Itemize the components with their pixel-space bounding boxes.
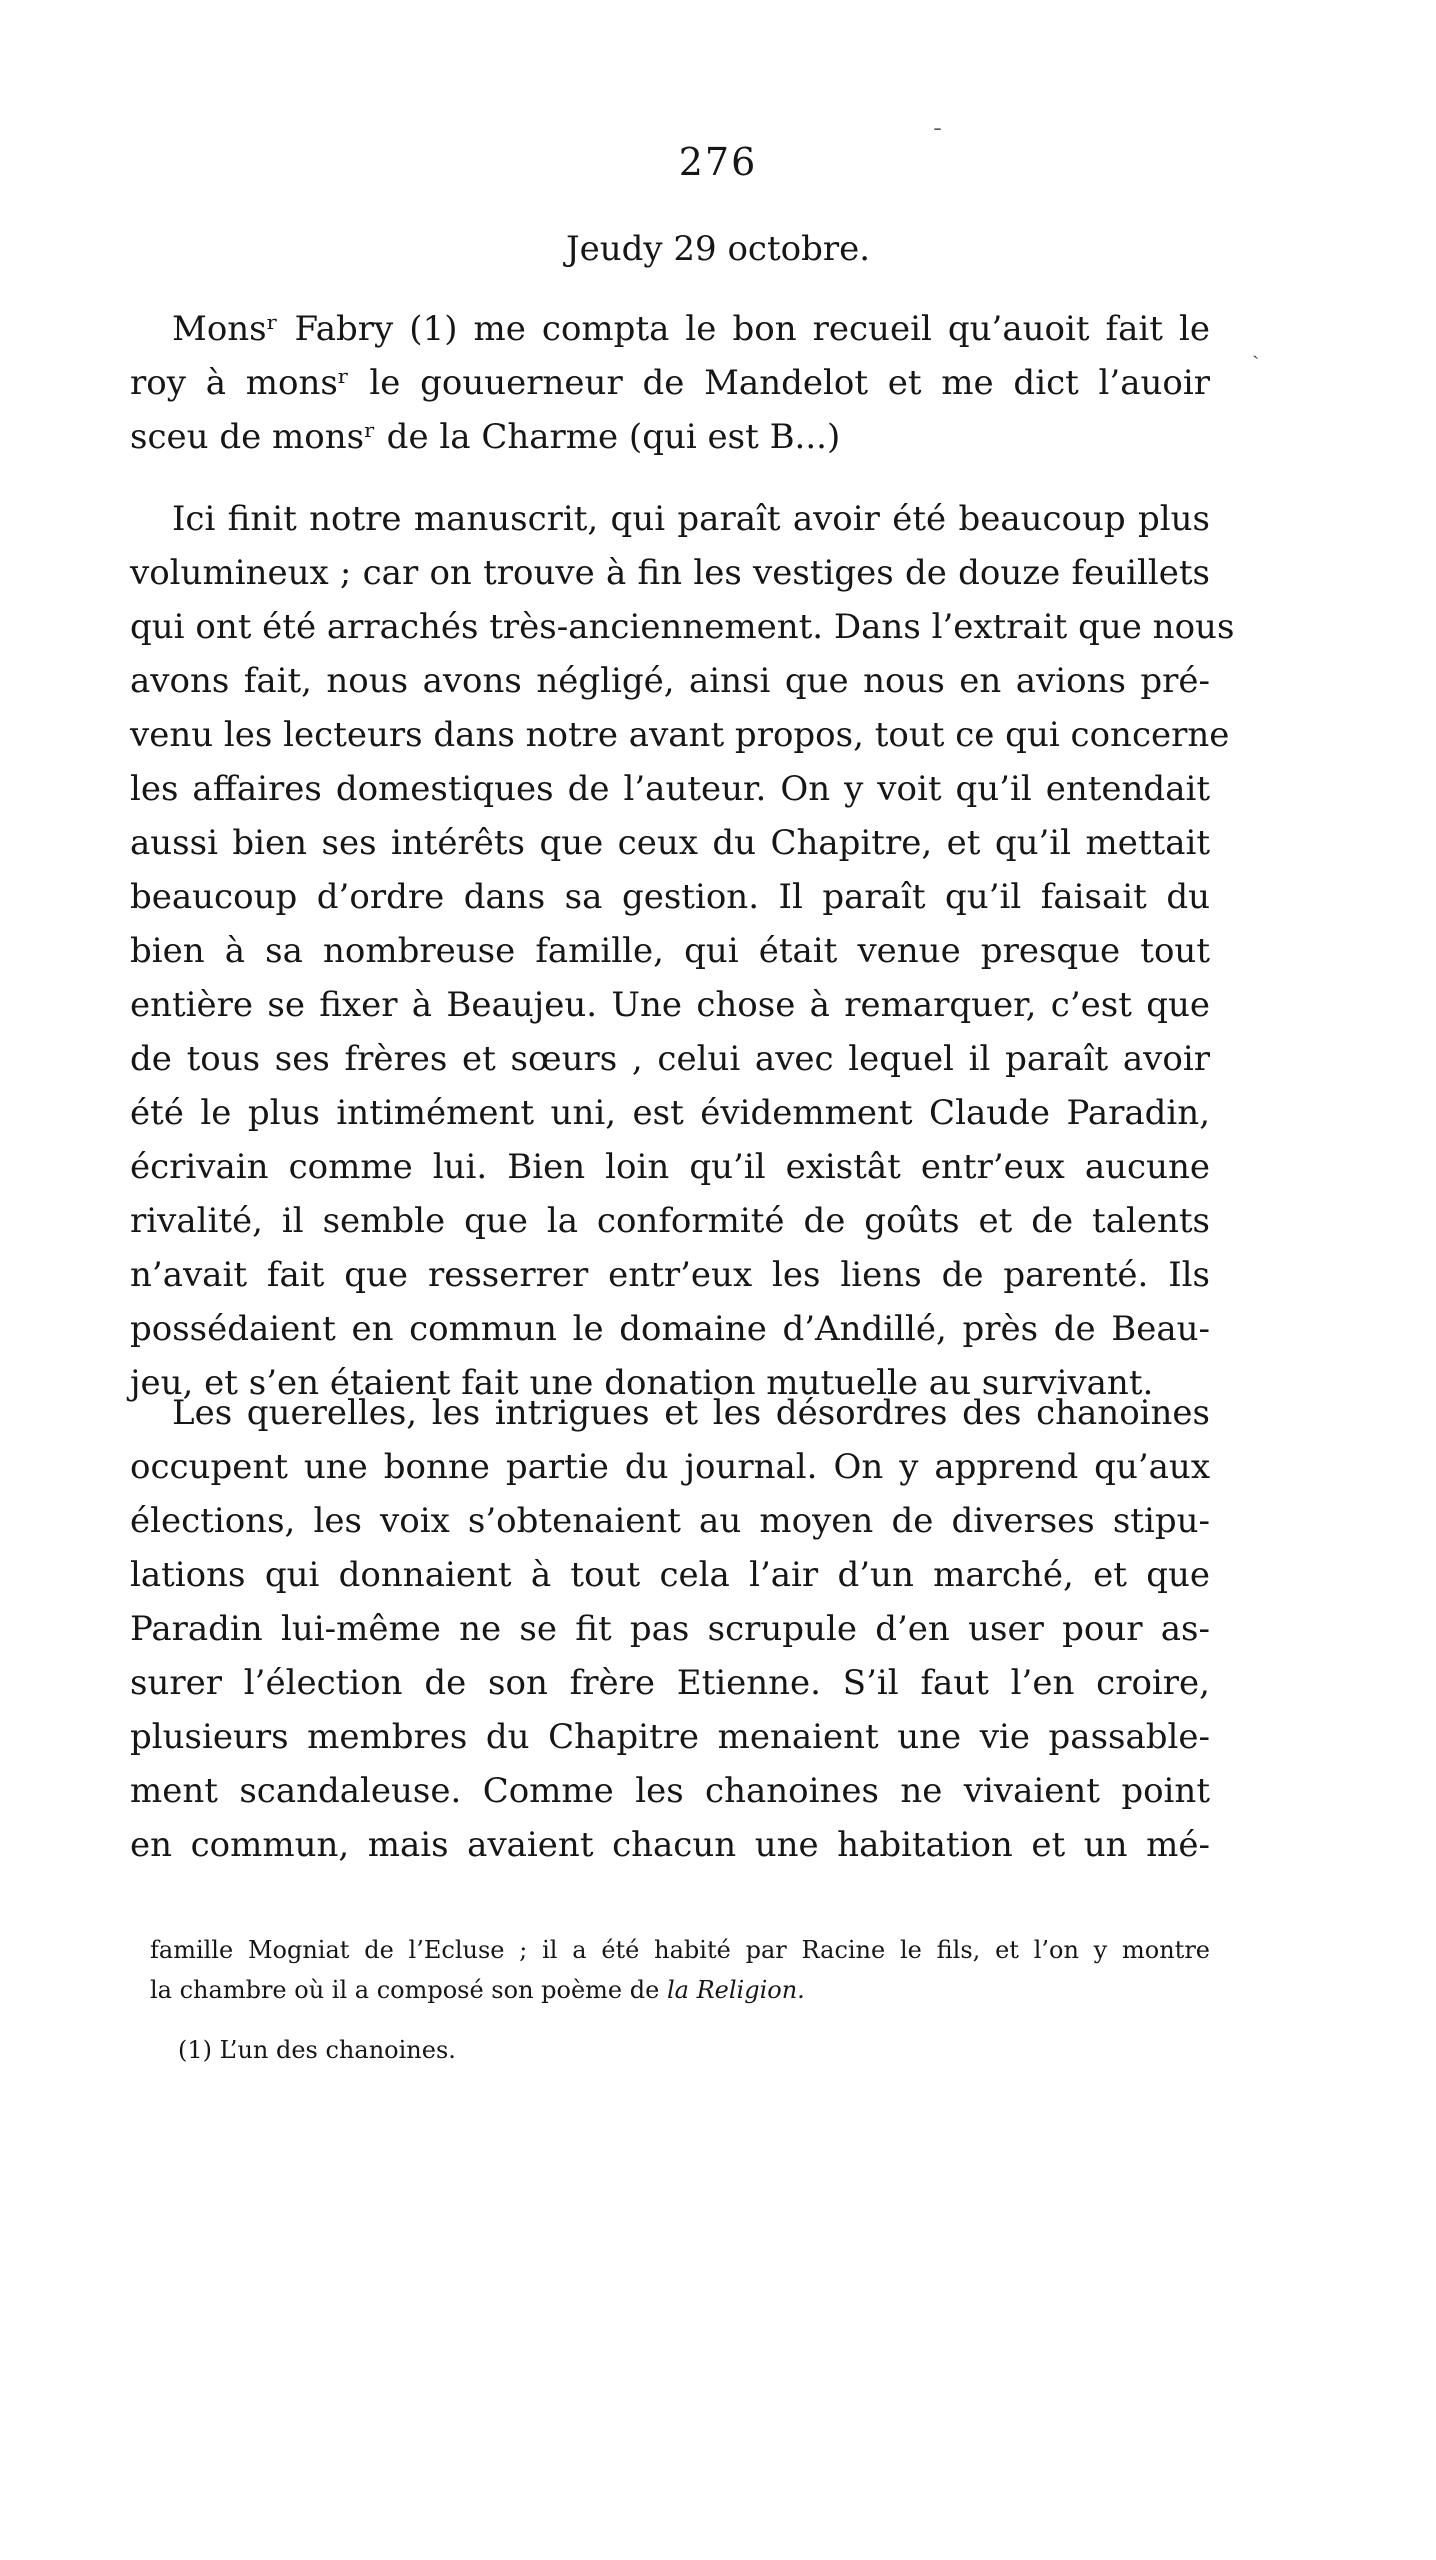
footnote-continued-line <box>150 1970 1210 2010</box>
text-line: avons fait, nous avons négligé, ainsi que nous en avions pré- <box>130 661 1210 701</box>
text-line: possédaient en commun le domaine d’Andillé, près de Beau- <box>130 1309 1210 1349</box>
text-line: plusieurs membres du Chapitre menaient une vie passable- <box>130 1717 1210 1757</box>
text-line: entière se fixer à Beaujeu. Une chose à remarquer, c’est que <box>130 985 1210 1025</box>
text-line: n’avait fait que resserrer entr’eux les liens de parenté. Ils <box>130 1255 1210 1295</box>
footnote-continued-line: famille Mogniat de l’Ecluse ; il a été habité par Racine le fils, et l’on y montre <box>150 1936 1210 1964</box>
text-line: aussi bien ses intérêts que ceux du Chapitre, et qu’il mettait <box>130 823 1210 863</box>
text-line: de tous ses frères et sœurs , celui avec lequel il paraît avoir <box>130 1039 1210 1079</box>
text-line: les affaires domestiques de l’auteur. On y voit qu’il entendait <box>130 769 1210 809</box>
text-line: Paradin lui-même ne se fit pas scrupule d’en user pour as- <box>130 1609 1210 1649</box>
ink-speck: ˉ <box>932 126 943 151</box>
paragraph-1 <box>130 492 1235 1410</box>
text-line: jeu, et s’en étaient fait une donation mutuelle au survivant. <box>130 1363 1154 1403</box>
footnotes <box>150 1930 1210 2010</box>
text-line: volumineux ; car on trouve à fin les vestiges de douze feuillets <box>130 553 1210 593</box>
text-line: qui ont été arrachés très-anciennement. Dans l’extrait que nous <box>130 607 1235 647</box>
text-line: venu les lecteurs dans notre avant propos, tout ce qui concerne <box>130 715 1230 755</box>
ink-speck: ˏ <box>1252 335 1260 360</box>
page-number: 276 <box>678 140 758 184</box>
text-line: ment scandaleuse. Comme les chanoines ne vivaient point <box>130 1771 1210 1811</box>
text-line: bien à sa nombreuse famille, qui était venue presque tout <box>130 931 1210 971</box>
text-line: rivalité, il semble que la conformité de goûts et de talents <box>130 1201 1210 1241</box>
footnote-1: (1) L’un des chanoines. <box>178 2036 456 2064</box>
text-line: lations qui donnaient à tout cela l’air d’un marché, et que <box>130 1555 1210 1595</box>
text-line: occupent une bonne partie du journal. On y apprend qu’aux <box>130 1447 1210 1487</box>
text-line: Ici finit notre manuscrit, qui paraît avoir été beaucoup plus <box>172 499 1210 539</box>
footnote-text: la chambre où il a composé son poème de <box>150 1976 667 2004</box>
date-heading: Jeudy 29 octobre. <box>565 229 871 269</box>
text-line: élections, les voix s’obtenaient au moyen de diverses stipu- <box>130 1501 1210 1541</box>
text-line: sceu de monsʳ de la Charme (qui est B...) <box>130 417 841 457</box>
text-line: Monsʳ Fabry (1) me compta le bon recueil qu’auoit fait le <box>172 309 1210 349</box>
text-line: été le plus intimément uni, est évidemment Claude Paradin, <box>130 1093 1210 1133</box>
text-line: écrivain comme lui. Bien loin qu’il existât entr’eux aucune <box>130 1147 1210 1187</box>
text-line: beaucoup d’ordre dans sa gestion. Il paraît qu’il faisait du <box>130 877 1210 917</box>
journal-entry <box>130 302 1210 464</box>
text-line: roy à monsʳ le gouuerneur de Mandelot et me dict l’auoir <box>130 363 1210 403</box>
footnote-italic-title: la Religion. <box>666 1976 805 2004</box>
paragraph-2 <box>130 1386 1210 1872</box>
text-line: Les querelles, les intrigues et les désordres des chanoines <box>172 1393 1210 1433</box>
text-line: surer l’élection de son frère Etienne. S’il faut l’en croire, <box>130 1663 1210 1703</box>
text-line: en commun, mais avaient chacun une habitation et un mé- <box>130 1825 1210 1865</box>
